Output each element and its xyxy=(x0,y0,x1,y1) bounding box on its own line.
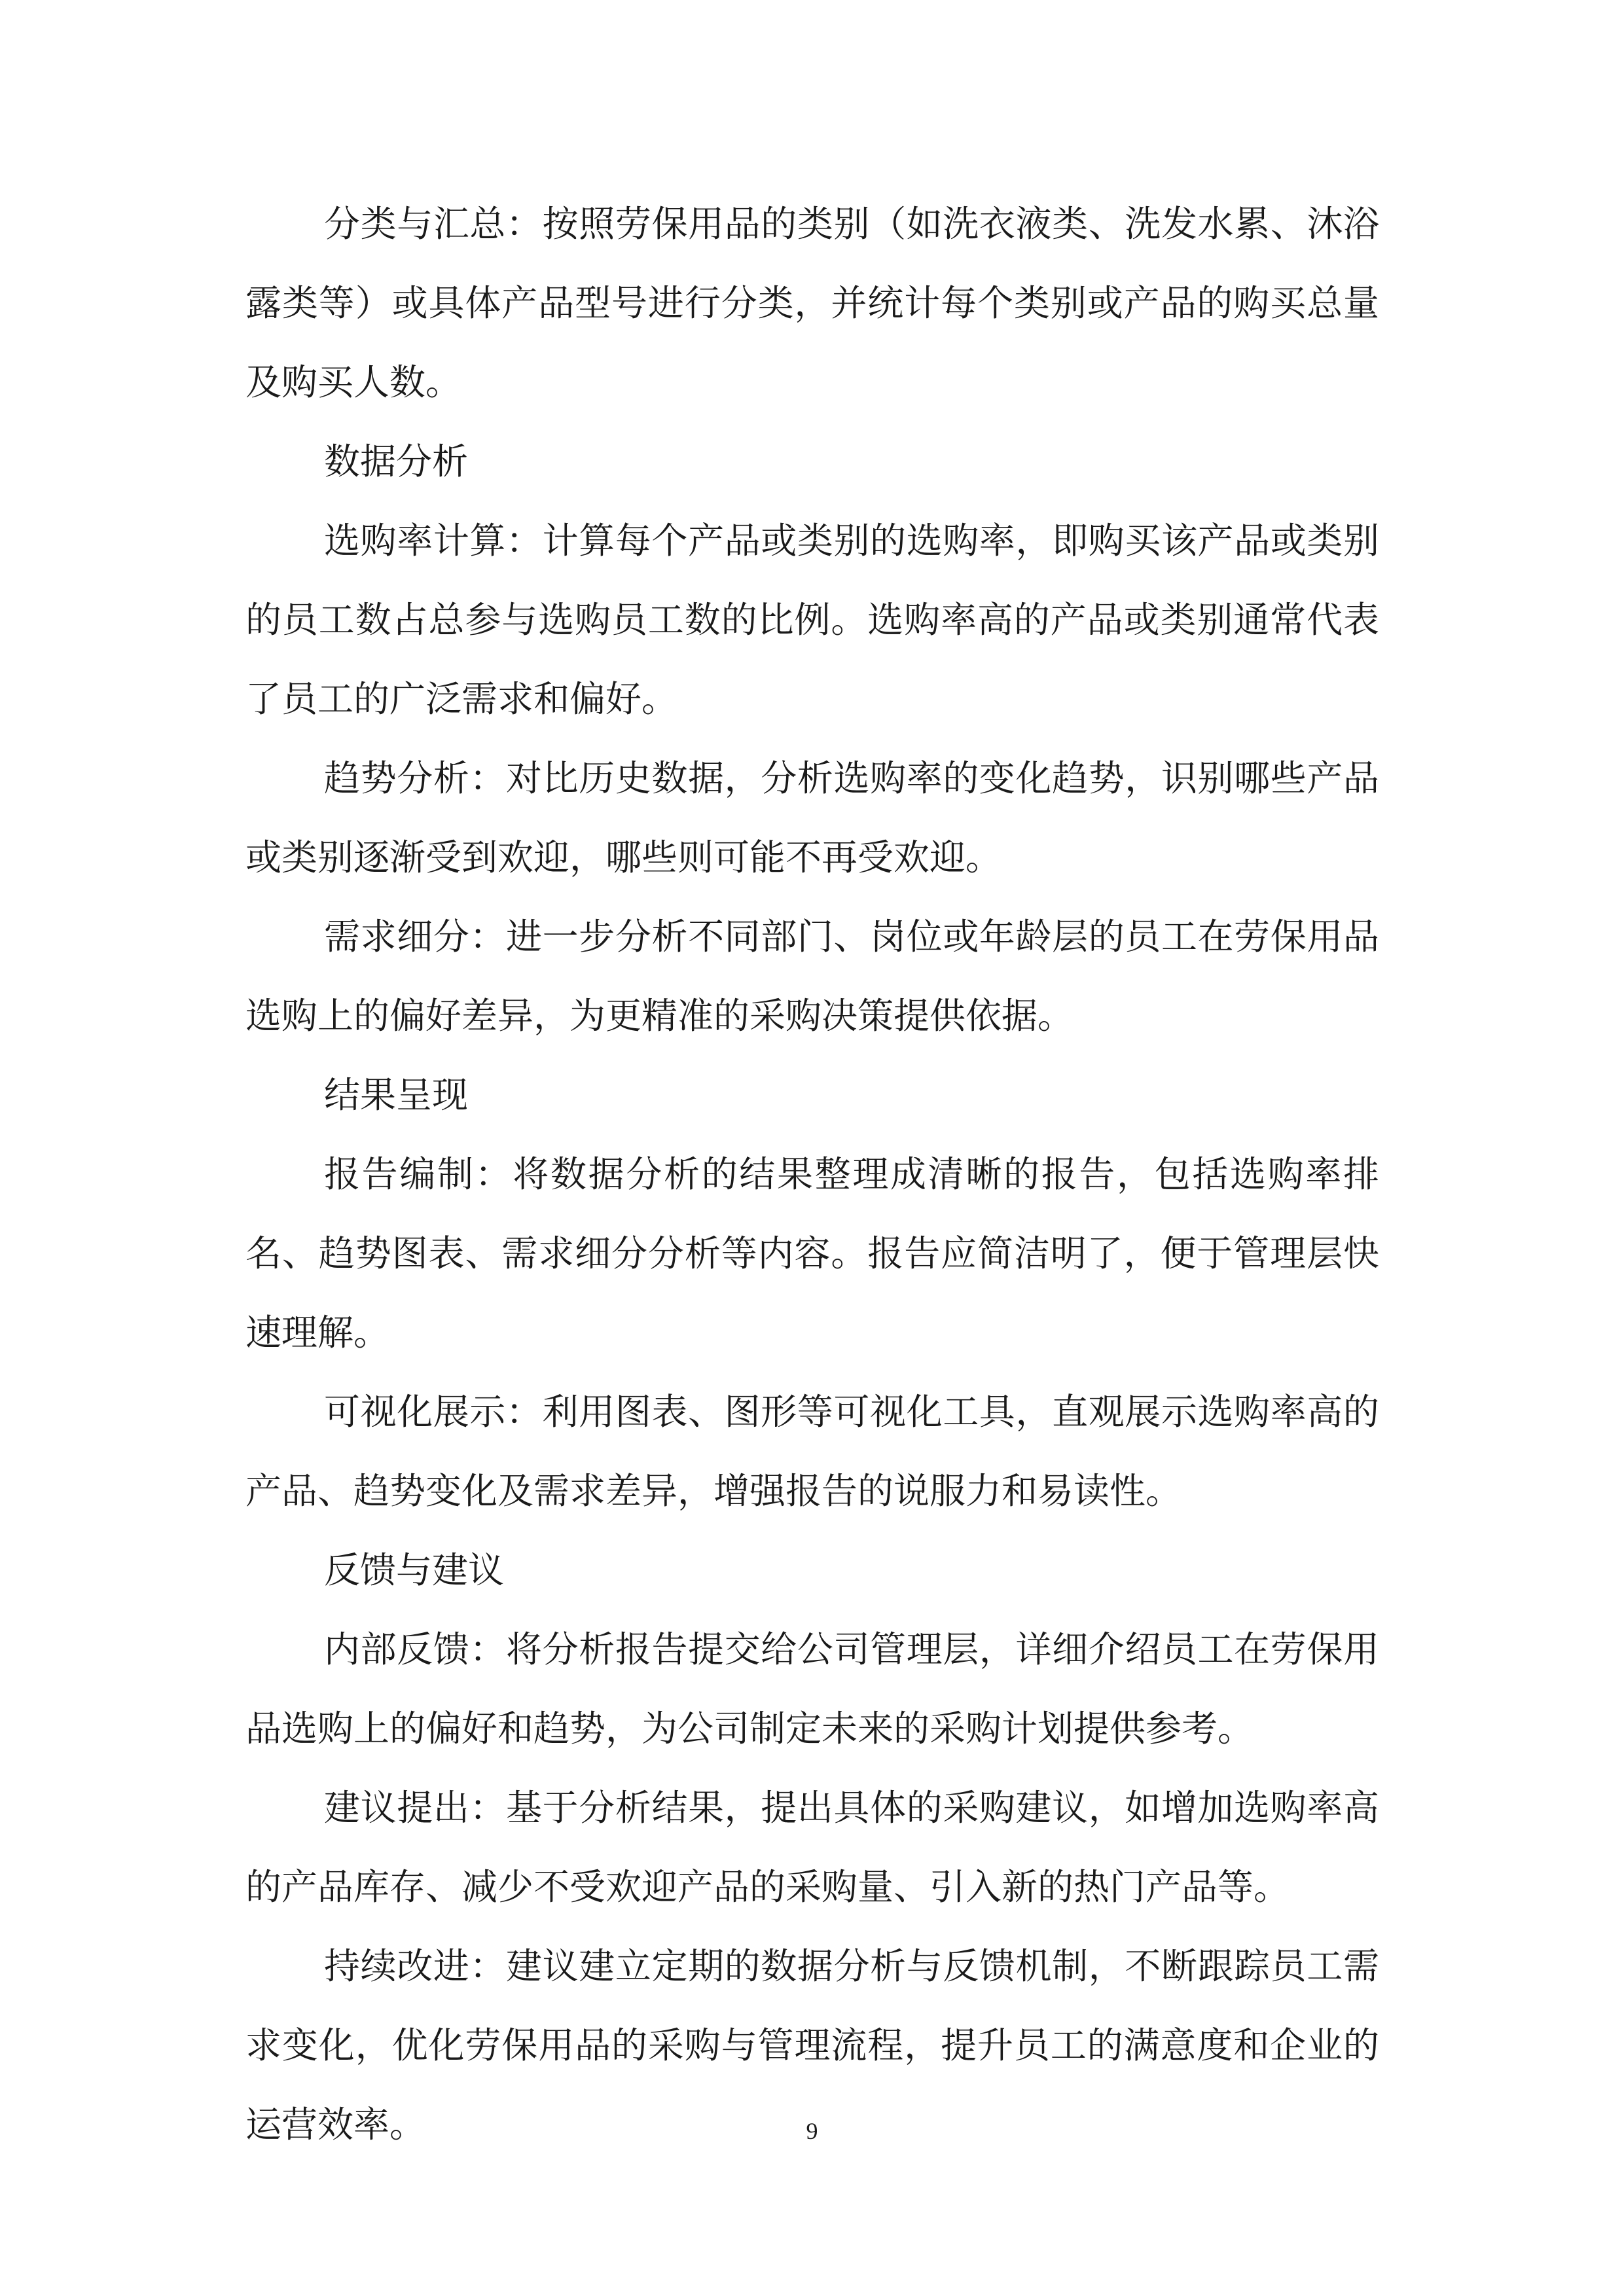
paragraph-visualization: 可视化展示：利用图表、图形等可视化工具，直观展示选购率高的产品、趋势变化及需求差异，增强报告的说服力和易读性。 xyxy=(245,1391,1379,1512)
paragraph-demand-segmentation: 需求细分：进一步分析不同部门、岗位或年龄层的员工在劳保用品选购上的偏好差异，为更精准的采购决策提供依据。 xyxy=(245,916,1379,1037)
section-heading-results-presentation: 结果呈现 xyxy=(324,1074,469,1116)
paragraph-purchase-rate-calculation: 选购率计算：计算每个产品或类别的选购率，即购买该产品或类别的员工数占总参与选购员工数的比例。选购率高的产品或类别通常代表了员工的广泛需求和偏好。 xyxy=(245,520,1379,720)
paragraph-trend-analysis: 趋势分析：对比历史数据，分析选购率的变化趋势，识别哪些产品或类别逐渐受到欢迎，哪些则可能不再受欢迎。 xyxy=(245,757,1379,878)
paragraph-continuous-improvement: 持续改进：建议建立定期的数据分析与反馈机制，不断跟踪员工需求变化，优化劳保用品的采购与管理流程，提升员工的满意度和企业的运营效率。 xyxy=(245,1945,1379,2145)
section-heading-feedback-suggestions: 反馈与建议 xyxy=(324,1549,505,1591)
paragraph-internal-feedback: 内部反馈：将分析报告提交给公司管理层，详细介绍员工在劳保用品选购上的偏好和趋势，为公司制定未来的采购计划提供参考。 xyxy=(245,1628,1379,1749)
paragraph-suggestions: 建议提出：基于分析结果，提出具体的采购建议，如增加选购率高的产品库存、减少不受欢迎产品的采购量、引入新的热门产品等。 xyxy=(245,1787,1379,1908)
section-heading-data-analysis: 数据分析 xyxy=(324,440,469,482)
paragraph-classification-summary: 分类与汇总：按照劳保用品的类别（如洗衣液类、洗发水累、沐浴露类等）或具体产品型号进行分类，并统计每个类别或产品的购买总量及购买人数。 xyxy=(245,203,1379,403)
paragraph-report-compilation: 报告编制：将数据分析的结果整理成清晰的报告，包括选购率排名、趋势图表、需求细分分析等内容。报告应简洁明了，便于管理层快速理解。 xyxy=(245,1153,1379,1354)
body-text xyxy=(245,185,1379,2164)
page-number: 9 xyxy=(806,2118,818,2144)
